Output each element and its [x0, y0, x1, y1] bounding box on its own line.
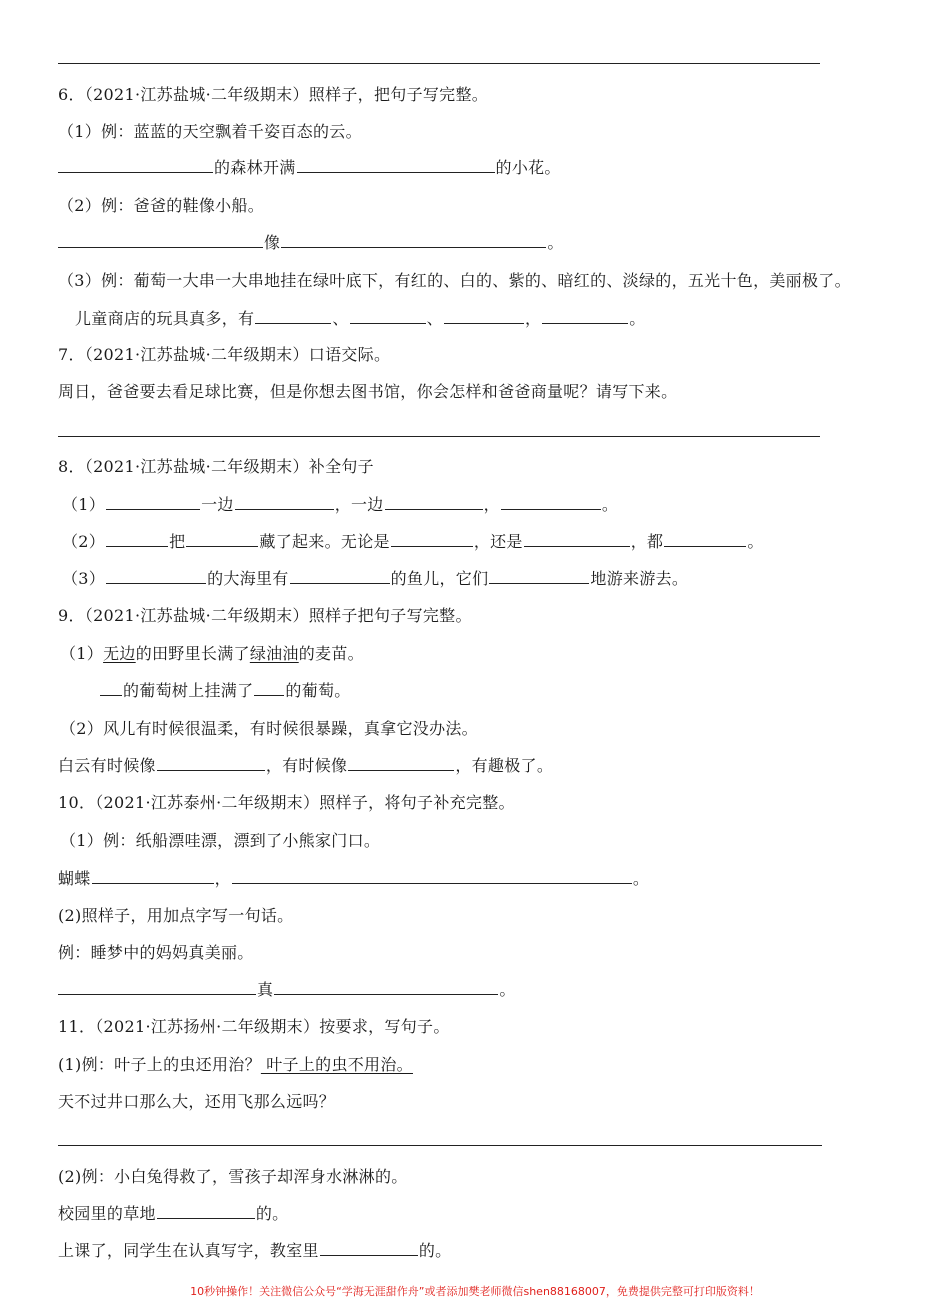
blank — [320, 1241, 418, 1256]
fill-text: 。 — [601, 495, 619, 514]
fill-text: 把 — [169, 532, 186, 551]
blank — [274, 980, 498, 995]
blank — [254, 681, 284, 696]
blank — [348, 756, 454, 771]
blank — [290, 569, 390, 584]
q11-part1-example — [58, 1055, 413, 1075]
blank — [92, 869, 214, 884]
q8-title: 8．（2021·江苏盐城·二年级期末）补全句子 — [58, 457, 374, 476]
q11-title: 11．（2021·江苏扬州·二年级期末）按要求，写句子。 — [58, 1017, 450, 1036]
blank — [297, 158, 495, 173]
blank — [58, 233, 263, 248]
blank — [106, 569, 206, 584]
fill-text: 的小花。 — [495, 158, 561, 177]
fill-text: 的葡萄树上挂满了 — [123, 681, 254, 700]
blank — [235, 495, 334, 510]
promo-footer: 10秒钟操作！关注微信公众号“学海无涯甜作舟”或者添加樊老师微信shen88168007，免费提供完整可打印版资料！ — [190, 1285, 760, 1298]
answer-rule-q7 — [58, 436, 820, 437]
blank — [106, 495, 200, 510]
q11-part2-example: (2)例：小白兔得救了，雪孩子却浑身水淋淋的。 — [58, 1167, 408, 1186]
blank — [186, 532, 258, 547]
fill-text: 。 — [747, 532, 764, 551]
fill-text: ，有趣极了。 — [455, 756, 554, 775]
fill-text: （1） — [60, 644, 104, 663]
q7-title: 7．（2021·江苏盐城·二年级期末）口语交际。 — [58, 345, 391, 364]
q10-part2-fill — [58, 980, 516, 1000]
q11-part2-fill-1 — [58, 1204, 288, 1224]
fill-text: 白云有时候像 — [58, 756, 156, 775]
fill-text: 儿童商店的玩具真多，有 — [75, 309, 255, 328]
fill-text: 上课了，同学生在认真写字，教室里 — [58, 1241, 319, 1260]
fill-text: 的大海里有 — [207, 569, 289, 588]
q6-part3-example: （3）例：葡萄一大串一大串地挂在绿叶底下，有红的、白的、紫的、暗红的、淡绿的，五光十色，美丽极了。 — [58, 271, 851, 290]
answer-rule-top — [58, 63, 820, 64]
fill-text: 的。 — [255, 1204, 289, 1223]
q6-part2-example: （2）例：爸爸的鞋像小船。 — [58, 196, 265, 215]
q10-part2-example: 例：睡梦中的妈妈真美丽。 — [58, 943, 254, 962]
q6-part3-fill — [75, 309, 646, 329]
fill-text: 、 — [426, 309, 443, 328]
q6-part1-fill — [58, 158, 561, 178]
blank — [157, 1204, 255, 1219]
blank — [524, 532, 630, 547]
q7-prompt: 周日，爸爸要去看足球比赛，但是你想去图书馆，你会怎样和爸爸商量呢？请写下来。 — [58, 382, 678, 401]
fill-text: 真 — [257, 980, 274, 999]
q6-part1-example: （1）例：蓝蓝的天空飘着千姿百态的云。 — [58, 122, 362, 141]
blank — [664, 532, 746, 547]
q8-sentence-2 — [62, 532, 764, 552]
fill-text: 像 — [264, 233, 281, 252]
blank — [255, 309, 331, 324]
answer-rule-q11 — [58, 1145, 822, 1146]
q10-part1-fill — [58, 869, 649, 889]
fill-text: 。 — [632, 869, 650, 888]
fill-text: （1） — [62, 495, 106, 514]
blank — [542, 309, 628, 324]
fill-text: 的森林开满 — [214, 158, 296, 177]
blank — [385, 495, 483, 510]
fill-text: （2） — [62, 532, 106, 551]
fill-text: (1)例：叶子上的虫还用治？ — [58, 1055, 261, 1074]
q8-sentence-1 — [62, 495, 618, 515]
fill-text: ，有时候像 — [265, 756, 348, 775]
fill-text: 。 — [499, 980, 516, 999]
q9-title: 9．（2021·江苏盐城·二年级期末）照样子把句子写完整。 — [58, 606, 472, 625]
fill-text: 的田野里长满了 — [135, 644, 250, 663]
blank — [58, 980, 256, 995]
fill-text: 地游来游去。 — [590, 569, 689, 588]
q9-part2-fill — [58, 756, 553, 776]
underlined-answer: 叶子上的虫不用治。 — [260, 1055, 413, 1074]
fill-text: 一边 — [201, 495, 234, 514]
fill-text: 的葡萄。 — [285, 681, 351, 700]
q8-sentence-3 — [62, 569, 688, 589]
fill-text: 校园里的草地 — [58, 1204, 156, 1223]
fill-text: 蝴蝶 — [58, 869, 91, 888]
q9-part1-example — [60, 644, 364, 664]
blank — [391, 532, 473, 547]
blank — [281, 233, 546, 248]
fill-text: （3） — [62, 569, 106, 588]
blank — [100, 681, 122, 696]
q11-part1-question: 天不过井口那么大，还用飞那么远吗？ — [58, 1092, 336, 1111]
q11-part2-fill-2 — [58, 1241, 451, 1261]
fill-text: ， — [214, 869, 231, 888]
q6-title: 6．（2021·江苏盐城·二年级期末）照样子，把句子写完整。 — [58, 85, 489, 104]
blank — [106, 532, 168, 547]
blank — [489, 569, 589, 584]
fill-text: ，还是 — [473, 532, 523, 551]
underlined-word: 绿油油 — [249, 644, 299, 663]
fill-text: 藏了起来。无论是 — [259, 532, 390, 551]
fill-text: 。 — [547, 233, 564, 252]
fill-text: ，一边 — [334, 495, 384, 514]
fill-text: 。 — [629, 309, 646, 328]
blank — [444, 309, 524, 324]
q6-part2-fill — [58, 233, 564, 253]
blank — [58, 158, 213, 173]
fill-text: 、 — [332, 309, 349, 328]
blank — [232, 869, 632, 884]
q9-part2-example: （2）风儿有时候很温柔，有时候很暴躁，真拿它没办法。 — [60, 719, 478, 738]
fill-text: 的麦苗。 — [298, 644, 364, 663]
fill-text: ， — [483, 495, 500, 514]
q10-part1-example: （1）例：纸船漂哇漂，漂到了小熊家门口。 — [60, 831, 381, 850]
blank — [350, 309, 426, 324]
q9-part1-fill — [100, 681, 351, 701]
fill-text: 的鱼儿，它们 — [390, 569, 489, 588]
fill-text: ，都 — [630, 532, 664, 551]
blank — [501, 495, 601, 510]
fill-text: ， — [524, 309, 542, 328]
q10-part2-instruction: (2)照样子，用加点字写一句话。 — [58, 906, 294, 925]
blank — [157, 756, 265, 771]
fill-text: 的。 — [418, 1241, 452, 1260]
underlined-word: 无边 — [103, 644, 136, 663]
q10-title: 10．（2021·江苏泰州·二年级期末）照样子，将句子补充完整。 — [58, 793, 515, 812]
